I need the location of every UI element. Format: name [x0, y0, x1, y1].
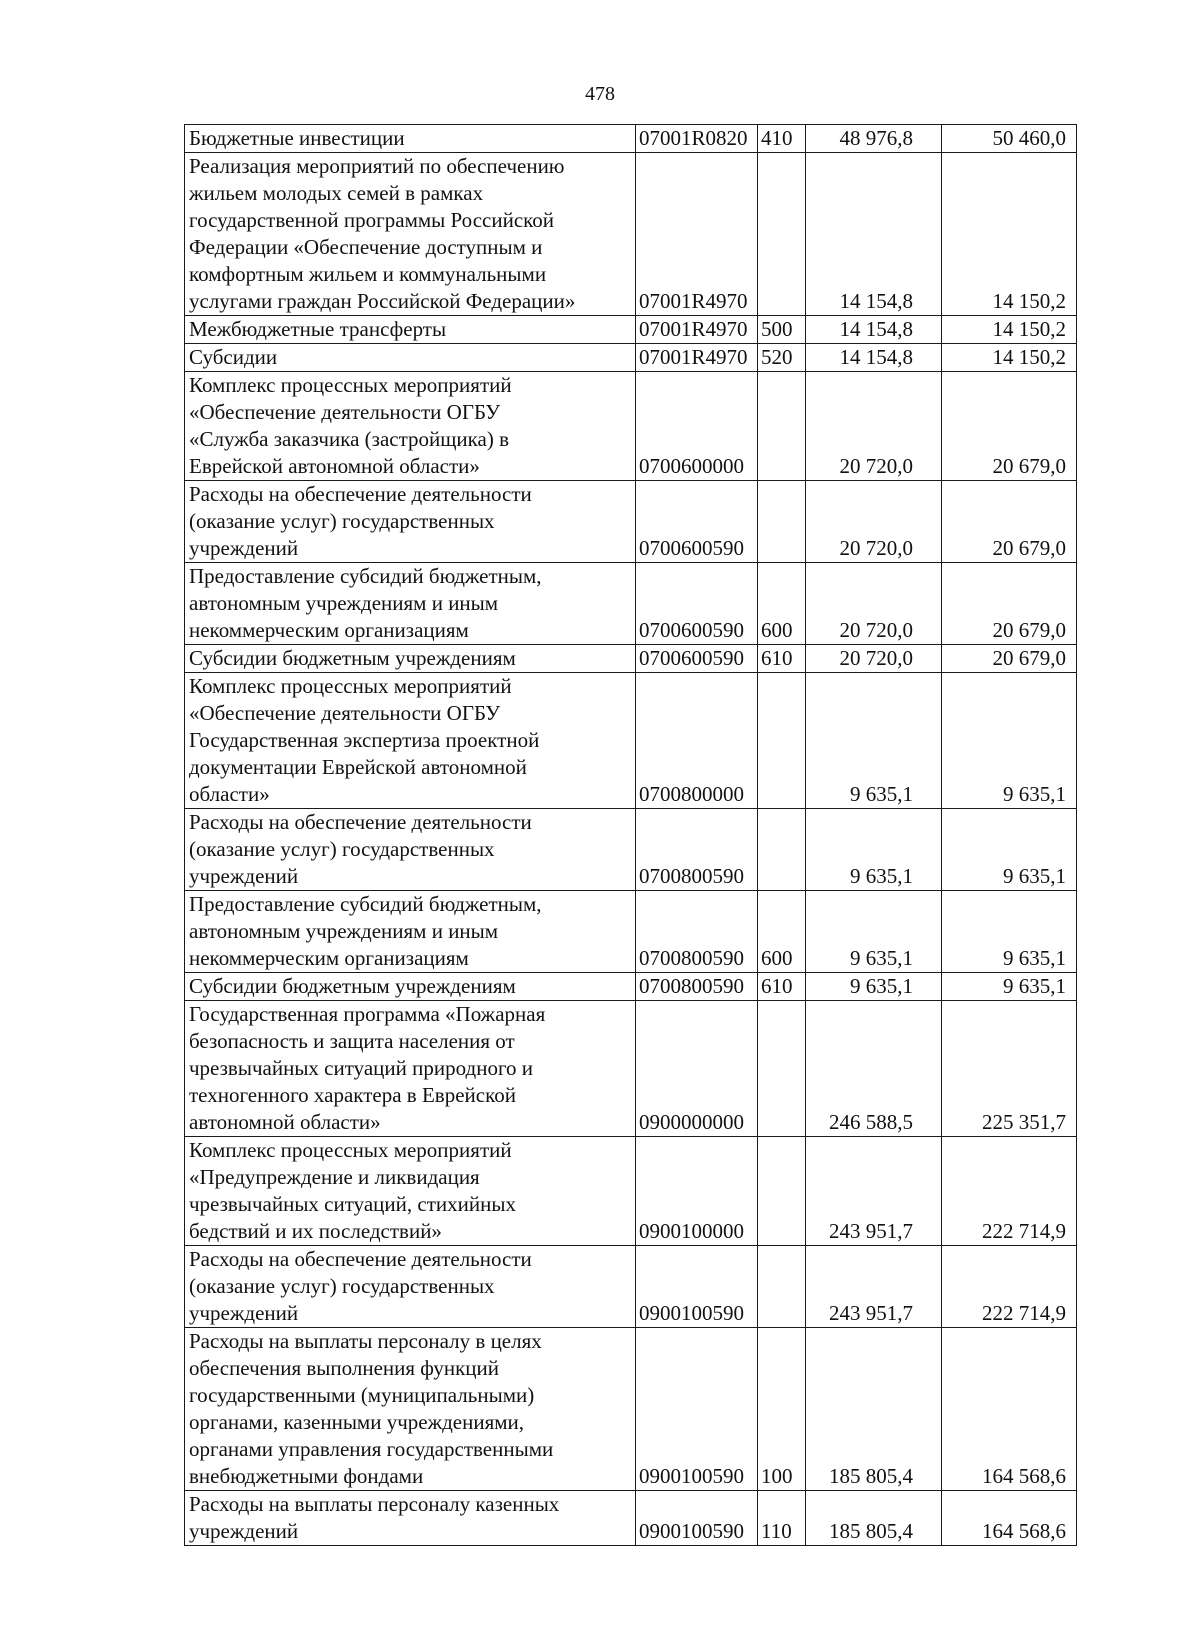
row-expense-type: 100: [761, 1464, 793, 1488]
table-row: [185, 344, 1077, 372]
row-code-cell: [636, 891, 758, 973]
table-row: [185, 973, 1077, 1001]
row-value-1-cell: [806, 125, 942, 153]
row-name: Комплекс процессных мероприятий «Обеспечение деятельности ОГБУ Государственная экспертиза проектной документации Еврейской автономной области»: [189, 674, 540, 806]
row-value-1: 20 720,0: [839, 618, 913, 642]
row-code-cell: [636, 344, 758, 372]
row-value-1: 9 635,1: [850, 864, 913, 888]
row-value-2-cell: [942, 1246, 1077, 1328]
row-code: 0900100000: [639, 1219, 744, 1243]
row-name: Расходы на выплаты персоналу казенных учреждений: [189, 1492, 560, 1543]
row-value-2-cell: [942, 1328, 1077, 1491]
row-expense-type-cell: [758, 891, 806, 973]
row-code: 0900100590: [639, 1519, 744, 1543]
row-name-cell: [185, 372, 636, 481]
row-value-1: 243 951,7: [829, 1301, 913, 1325]
row-value-2-cell: [942, 563, 1077, 645]
row-expense-type-cell: [758, 1137, 806, 1246]
row-code: 0700600590: [639, 646, 744, 670]
row-expense-type: 410: [761, 126, 793, 150]
row-value-1: 14 154,8: [839, 289, 913, 313]
table-row: [185, 1491, 1077, 1546]
row-code-cell: [636, 645, 758, 673]
table-body: [185, 125, 1077, 1546]
row-code-cell: [636, 563, 758, 645]
row-expense-type: 610: [761, 646, 793, 670]
table-row: [185, 1246, 1077, 1328]
row-value-2: 50 460,0: [992, 126, 1066, 150]
row-value-2: 14 150,2: [992, 289, 1066, 313]
row-value-2: 222 714,9: [982, 1219, 1066, 1243]
row-value-1: 14 154,8: [839, 317, 913, 341]
table-row: [185, 563, 1077, 645]
row-value-1-cell: [806, 481, 942, 563]
row-value-2: 225 351,7: [982, 1110, 1066, 1134]
row-value-1-cell: [806, 344, 942, 372]
row-name-cell: [185, 1246, 636, 1328]
table-row: [185, 125, 1077, 153]
row-value-1-cell: [806, 891, 942, 973]
row-name-cell: [185, 316, 636, 344]
row-value-2-cell: [942, 372, 1077, 481]
row-code-cell: [636, 481, 758, 563]
row-value-1-cell: [806, 563, 942, 645]
row-value-1-cell: [806, 673, 942, 809]
table-row: [185, 1328, 1077, 1491]
row-value-2: 164 568,6: [982, 1519, 1066, 1543]
row-code: 0700600590: [639, 536, 744, 560]
row-code-cell: [636, 1246, 758, 1328]
row-value-1: 20 720,0: [839, 536, 913, 560]
row-expense-type-cell: [758, 1246, 806, 1328]
row-name-cell: [185, 809, 636, 891]
row-name: Государственная программа «Пожарная безопасность и защита населения от чрезвычайных ситуаций природного и техногенного характера в Еврейской автономной области»: [189, 1002, 546, 1134]
row-code-cell: [636, 153, 758, 316]
row-value-2: 14 150,2: [992, 317, 1066, 341]
row-expense-type-cell: [758, 563, 806, 645]
row-name: Предоставление субсидий бюджетным, автономным учреждениям и иным некоммерческим организациям: [189, 564, 542, 642]
row-name-cell: [185, 153, 636, 316]
row-name: Субсидии: [189, 345, 278, 369]
row-name: Межбюджетные трансферты: [189, 317, 447, 341]
row-value-2-cell: [942, 1491, 1077, 1546]
row-value-1-cell: [806, 372, 942, 481]
row-value-2: 14 150,2: [992, 345, 1066, 369]
row-name: Бюджетные инвестиции: [189, 126, 405, 150]
row-value-1: 246 588,5: [829, 1110, 913, 1134]
row-name: Расходы на обеспечение деятельности (оказание услуг) государственных учреждений: [189, 1247, 532, 1325]
row-code-cell: [636, 809, 758, 891]
table-row: [185, 316, 1077, 344]
row-name: Реализация мероприятий по обеспечению жильем молодых семей в рамках государственной программы Российской Федерации «Обеспечение доступным и комфортным жильем и коммунальными услугами граждан Российской Федерации»: [189, 154, 576, 313]
row-value-2-cell: [942, 1001, 1077, 1137]
row-value-1-cell: [806, 1137, 942, 1246]
row-code: 0700800590: [639, 974, 744, 998]
row-value-2-cell: [942, 481, 1077, 563]
row-name-cell: [185, 563, 636, 645]
row-code: 07001R4970: [639, 317, 748, 341]
row-value-1: 185 805,4: [829, 1464, 913, 1488]
row-code: 0700600590: [639, 618, 744, 642]
row-code-cell: [636, 1328, 758, 1491]
row-value-1-cell: [806, 973, 942, 1001]
row-expense-type-cell: [758, 481, 806, 563]
row-value-1-cell: [806, 645, 942, 673]
row-code-cell: [636, 1137, 758, 1246]
table-row: [185, 481, 1077, 563]
row-name: Предоставление субсидий бюджетным, автономным учреждениям и иным некоммерческим организациям: [189, 892, 542, 970]
row-name-cell: [185, 891, 636, 973]
row-code-cell: [636, 372, 758, 481]
row-code: 07001R4970: [639, 289, 748, 313]
row-code: 0900100590: [639, 1301, 744, 1325]
row-expense-type-cell: [758, 645, 806, 673]
row-code-cell: [636, 1001, 758, 1137]
row-value-2-cell: [942, 891, 1077, 973]
table-row: [185, 1001, 1077, 1137]
row-value-1-cell: [806, 1246, 942, 1328]
row-value-2-cell: [942, 153, 1077, 316]
row-value-2: 20 679,0: [992, 536, 1066, 560]
row-name: Субсидии бюджетным учреждениям: [189, 974, 516, 998]
row-expense-type-cell: [758, 316, 806, 344]
row-expense-type: 600: [761, 946, 793, 970]
row-expense-type-cell: [758, 344, 806, 372]
row-name-cell: [185, 1491, 636, 1546]
row-expense-type-cell: [758, 1491, 806, 1546]
row-code: 07001R0820: [639, 126, 748, 150]
row-expense-type-cell: [758, 372, 806, 481]
row-value-1: 48 976,8: [839, 126, 913, 150]
row-code-cell: [636, 1491, 758, 1546]
row-name-cell: [185, 125, 636, 153]
row-value-2-cell: [942, 344, 1077, 372]
row-name-cell: [185, 973, 636, 1001]
row-expense-type-cell: [758, 1001, 806, 1137]
row-value-1-cell: [806, 1491, 942, 1546]
row-value-2: 20 679,0: [992, 646, 1066, 670]
row-expense-type: 600: [761, 618, 793, 642]
row-name: Расходы на обеспечение деятельности (оказание услуг) государственных учреждений: [189, 810, 532, 888]
row-value-2: 9 635,1: [1003, 974, 1066, 998]
table-row: [185, 645, 1077, 673]
row-code-cell: [636, 125, 758, 153]
row-value-2-cell: [942, 973, 1077, 1001]
row-value-2: 164 568,6: [982, 1464, 1066, 1488]
row-value-1: 20 720,0: [839, 646, 913, 670]
row-expense-type: 110: [761, 1519, 792, 1543]
row-name: Комплекс процессных мероприятий «Предупреждение и ликвидация чрезвычайных ситуаций, стихийных бедствий и их последствий»: [189, 1138, 516, 1243]
table-row: [185, 1137, 1077, 1246]
page-number: 478: [585, 83, 615, 105]
row-value-1: 9 635,1: [850, 974, 913, 998]
row-value-2-cell: [942, 809, 1077, 891]
row-value-1-cell: [806, 809, 942, 891]
row-name-cell: [185, 481, 636, 563]
row-value-1-cell: [806, 153, 942, 316]
row-name-cell: [185, 1137, 636, 1246]
row-value-2: 20 679,0: [992, 618, 1066, 642]
table-row: [185, 372, 1077, 481]
row-code: 0700600000: [639, 454, 744, 478]
row-value-1: 14 154,8: [839, 345, 913, 369]
row-expense-type: 610: [761, 974, 793, 998]
row-expense-type-cell: [758, 1328, 806, 1491]
row-value-1: 185 805,4: [829, 1519, 913, 1543]
budget-table: [184, 124, 1077, 1546]
table-row: [185, 891, 1077, 973]
row-name-cell: [185, 1328, 636, 1491]
row-code: 0700800000: [639, 782, 744, 806]
row-value-2: 9 635,1: [1003, 946, 1066, 970]
row-name-cell: [185, 1001, 636, 1137]
row-code: 0700800590: [639, 864, 744, 888]
row-name: Субсидии бюджетным учреждениям: [189, 646, 516, 670]
row-expense-type-cell: [758, 125, 806, 153]
row-value-2-cell: [942, 673, 1077, 809]
row-code: 0900000000: [639, 1110, 744, 1134]
row-expense-type-cell: [758, 673, 806, 809]
row-value-1-cell: [806, 1328, 942, 1491]
row-value-2: 9 635,1: [1003, 782, 1066, 806]
row-value-2: 222 714,9: [982, 1301, 1066, 1325]
row-expense-type: 520: [761, 345, 793, 369]
row-code: 0900100590: [639, 1464, 744, 1488]
row-expense-type-cell: [758, 153, 806, 316]
row-name: Расходы на выплаты персоналу в целях обеспечения выполнения функций государственными (муниципальными) органами, казенными учреждениями, органами управления государственными внебюджетными фондами: [189, 1329, 554, 1488]
row-code-cell: [636, 673, 758, 809]
row-value-2-cell: [942, 316, 1077, 344]
table-row: [185, 809, 1077, 891]
table-row: [185, 673, 1077, 809]
row-name-cell: [185, 645, 636, 673]
row-value-2: 9 635,1: [1003, 864, 1066, 888]
row-code-cell: [636, 316, 758, 344]
row-value-2-cell: [942, 645, 1077, 673]
row-value-2-cell: [942, 1137, 1077, 1246]
row-value-2-cell: [942, 125, 1077, 153]
row-value-1: 20 720,0: [839, 454, 913, 478]
row-value-1-cell: [806, 1001, 942, 1137]
row-value-1: 243 951,7: [829, 1219, 913, 1243]
row-code-cell: [636, 973, 758, 1001]
row-value-2: 20 679,0: [992, 454, 1066, 478]
row-expense-type-cell: [758, 973, 806, 1001]
row-name: Комплекс процессных мероприятий «Обеспечение деятельности ОГБУ «Служба заказчика (застройщика) в Еврейской автономной области»: [189, 373, 512, 478]
row-code: 0700800590: [639, 946, 744, 970]
row-expense-type-cell: [758, 809, 806, 891]
row-value-1-cell: [806, 316, 942, 344]
row-value-1: 9 635,1: [850, 946, 913, 970]
row-name-cell: [185, 673, 636, 809]
row-expense-type: 500: [761, 317, 793, 341]
row-value-1: 9 635,1: [850, 782, 913, 806]
table-row: [185, 153, 1077, 316]
row-code: 07001R4970: [639, 345, 748, 369]
row-name-cell: [185, 344, 636, 372]
row-name: Расходы на обеспечение деятельности (оказание услуг) государственных учреждений: [189, 482, 532, 560]
